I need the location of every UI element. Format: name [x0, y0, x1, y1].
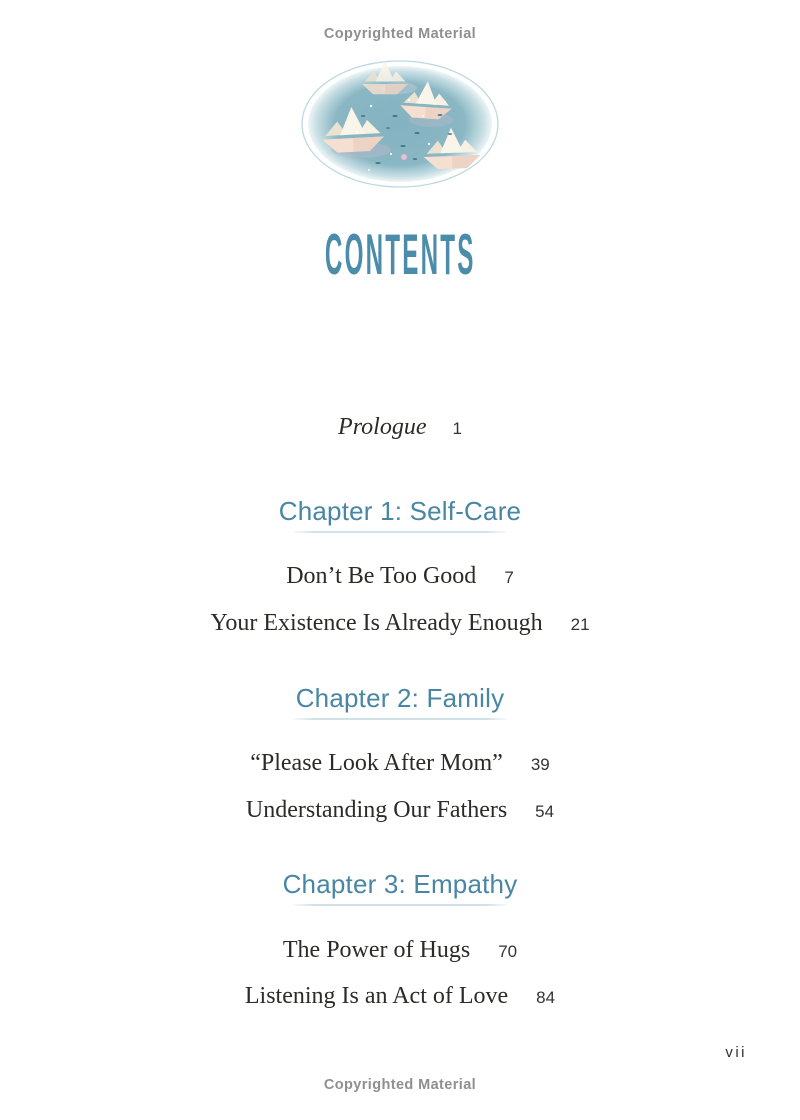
copyright-notice-top: Copyrighted Material: [323, 26, 477, 42]
entry-title: Listening Is an Act of Love: [244, 983, 509, 1009]
toc-entry: [0, 748, 800, 780]
entry-title: “Please Look After Mom”: [250, 750, 503, 776]
copyright-notice-bottom: Copyrighted Material: [323, 1077, 477, 1093]
toc-entry: [0, 935, 800, 967]
entry-page-number: 54: [535, 802, 555, 821]
page-title-text: CONTENTS: [324, 221, 476, 287]
chapter-1-underline: [292, 531, 508, 533]
entry-title: Understanding Our Fathers: [245, 797, 508, 823]
chapter-2-heading: Chapter 2: Family: [295, 683, 505, 713]
chapter-2-underline: [292, 718, 508, 720]
chapter-3-heading: Chapter 3: Empathy: [282, 869, 518, 899]
toc-entry: [0, 561, 800, 593]
folio-page-number: vii: [725, 1044, 747, 1061]
entry-page-number: 21: [570, 615, 590, 634]
toc-entry: [0, 981, 800, 1013]
toc-entry-prologue: [0, 411, 800, 446]
prologue-label: Prologue: [338, 414, 427, 440]
page-title: [0, 221, 800, 292]
paper-boats-illustration: [299, 58, 501, 192]
toc-entry: [0, 795, 800, 827]
entry-page-number: 70: [498, 942, 518, 961]
prologue-page-number: 1: [452, 419, 462, 438]
toc-entry: [0, 608, 800, 640]
entry-title: The Power of Hugs: [282, 937, 471, 963]
entry-page-number: 84: [536, 988, 556, 1007]
chapter-1-heading: Chapter 1: Self-Care: [278, 496, 522, 526]
entry-page-number: 7: [504, 568, 514, 587]
entry-page-number: 39: [530, 755, 550, 774]
chapter-3-underline: [292, 904, 508, 906]
entry-title: Your Existence Is Already Enough: [210, 610, 543, 636]
entry-title: Don’t Be Too Good: [286, 563, 477, 589]
